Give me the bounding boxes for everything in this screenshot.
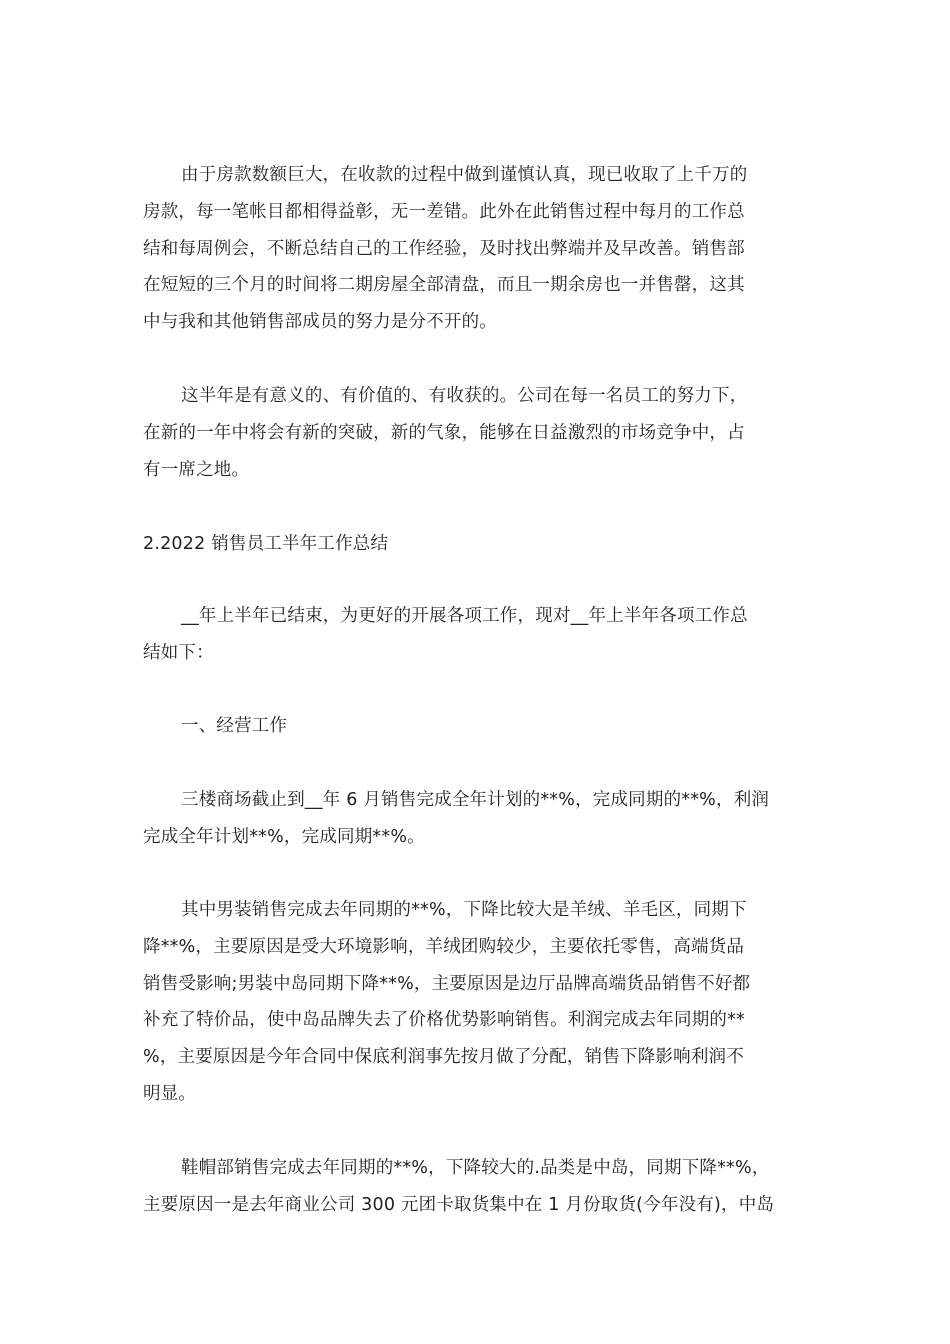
text-line: 有一席之地。 (143, 459, 250, 480)
paragraph-shoes-hats (143, 1150, 813, 1224)
heading-text: 2.2022 销售员工半年工作总结 (143, 534, 389, 554)
subheading-text: 一、经营工作 (181, 716, 288, 736)
text-line: %，主要原因是今年合同中保底利润事先按月做了分配，销售下降影响利润不 (143, 1047, 744, 1068)
text-line: 中与我和其他销售部成员的努力是分不开的。 (143, 312, 497, 333)
text-line: 在短短的三个月的时间将二期房屋全部清盘，而且一期余房也一并售罄，这其 (143, 275, 745, 296)
text-line: 在新的一年中将会有新的突破，新的气象，能够在日益激烈的市场竞争中，占 (143, 422, 745, 443)
text-line: 三楼商场截止到__年 6 月销售完成全年计划的**%，完成同期的**%，利润 (181, 790, 770, 810)
text-line: 补充了特价品，使中岛品牌失去了价格优势影响销售。利润完成去年同期的** (143, 1010, 745, 1031)
text-line: 销售受影响;男装中岛同期下降**%，主要原因是边厅品牌高端货品销售不好都 (143, 973, 751, 994)
text-line: 由于房款数额巨大，在收款的过程中做到谨慎认真，现已收取了上千万的 (181, 165, 748, 185)
text-line: 其中男装销售完成去年同期的**%，下降比较大是羊绒、羊毛区，同期下 (181, 900, 747, 920)
text-line: 降**%，主要原因是受大环境影响，羊绒团购较少，主要依托零售，高端货品 (143, 936, 745, 957)
text-line: 鞋帽部销售完成去年同期的**%，下降较大的.品类是中岛，同期下降**%， (181, 1158, 770, 1178)
paragraph-third-floor (143, 782, 813, 856)
text-line: 结如下： (143, 642, 214, 663)
text-line: 主要原因一是去年商业公司 300 元团卡取货集中在 1 月份取货(今年没有)，中岛 (143, 1194, 775, 1215)
subheading-operations (143, 708, 813, 745)
text-line: 明显。 (143, 1083, 197, 1104)
paragraph-sales-collection (143, 157, 813, 341)
section-heading (143, 526, 813, 563)
paragraph-intro (143, 598, 813, 672)
text-line: 这半年是有意义的、有价值的、有收获的。公司在每一名员工的努力下， (181, 386, 748, 406)
text-line: 完成全年计划**%，完成同期**%。 (143, 826, 425, 847)
text-line: __年上半年已结束，为更好的开展各项工作，现对__年上半年各项工作总 (181, 606, 748, 626)
paragraph-half-year-value (143, 378, 813, 488)
text-line: 结和每周例会，不断总结自己的工作经验，及时找出弊端并及早改善。销售部 (143, 238, 745, 259)
text-line: 房款，每一笔帐目都相得益彰，无一差错。此外在此销售过程中每月的工作总 (143, 201, 745, 222)
paragraph-menswear (143, 892, 813, 1113)
